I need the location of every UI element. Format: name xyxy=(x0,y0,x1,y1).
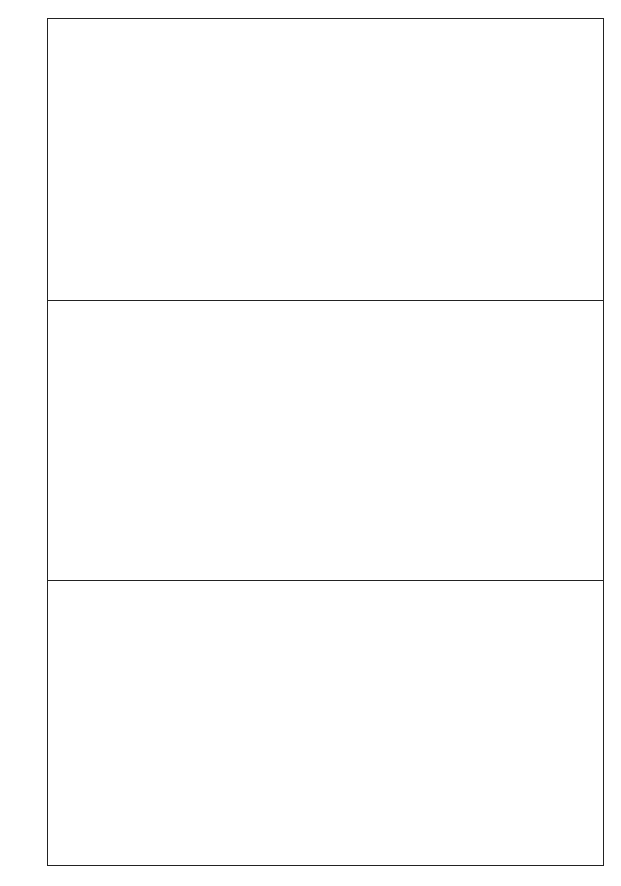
top-panel xyxy=(60,30,592,292)
bottom-panel xyxy=(60,592,592,854)
mid-panel xyxy=(60,312,592,574)
panel-divider-bottom xyxy=(47,580,604,581)
panel-divider-top xyxy=(47,300,604,301)
